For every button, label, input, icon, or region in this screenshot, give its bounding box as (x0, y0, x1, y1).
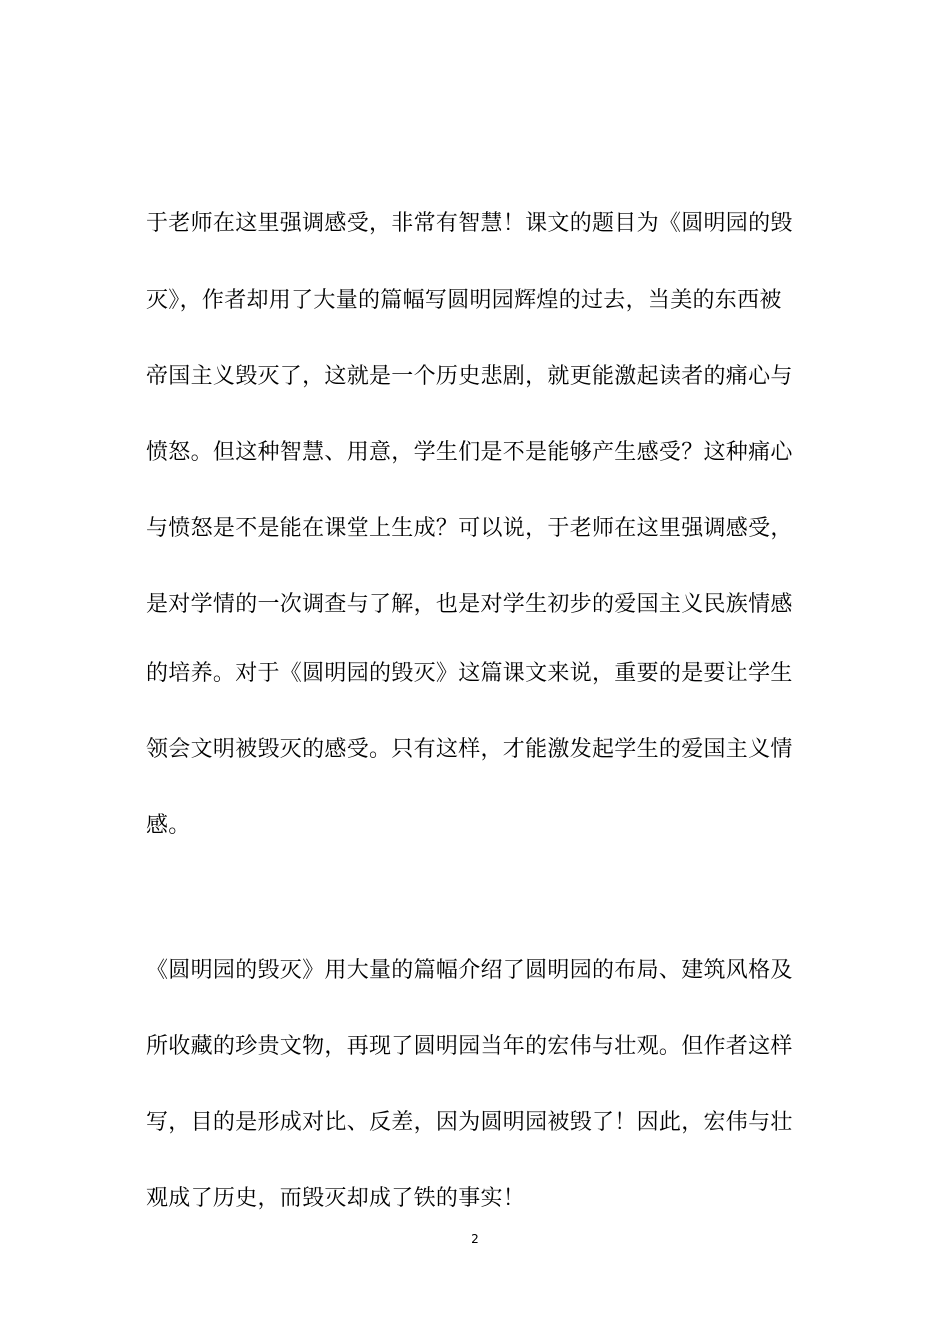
text-line: 所收藏的珍贵文物，再现了圆明园当年的宏伟与壮观。但作者这样 (146, 1034, 793, 1059)
text-line: 是对学情的一次调查与了解，也是对学生初步的爱国主义民族情感 (146, 592, 793, 617)
text-line: 写，目的是形成对比、反差，因为圆明园被毁了！因此，宏伟与壮 (146, 1110, 793, 1135)
page-number: 2 (471, 1232, 479, 1246)
text-line: 愤怒。但这种智慧、用意，学生们是不是能够产生感受？这种痛心 (146, 440, 793, 465)
text-line: 《圆明园的毁灭》用大量的篇幅介绍了圆明园的布局、建筑风格及 (146, 958, 793, 983)
text-line: 感。 (146, 813, 191, 838)
text-line: 帝国主义毁灭了，这就是一个历史悲剧，就更能激起读者的痛心与 (146, 364, 793, 389)
text-line: 领会文明被毁灭的感受。只有这样，才能激发起学生的爱国主义情 (146, 737, 793, 762)
text-line: 灭》，作者却用了大量的篇幅写圆明园辉煌的过去，当美的东西被 (146, 288, 782, 313)
text-line: 与愤怒是不是能在课堂上生成？可以说，于老师在这里强调感受， (146, 516, 793, 541)
text-line: 的培养。对于《圆明园的毁灭》这篇课文来说，重要的是要让学生 (146, 661, 793, 686)
text-line: 观成了历史，而毁灭却成了铁的事实！ (146, 1186, 526, 1211)
text-line: 于老师在这里强调感受，非常有智慧！课文的题目为《圆明园的毁 (146, 211, 793, 236)
